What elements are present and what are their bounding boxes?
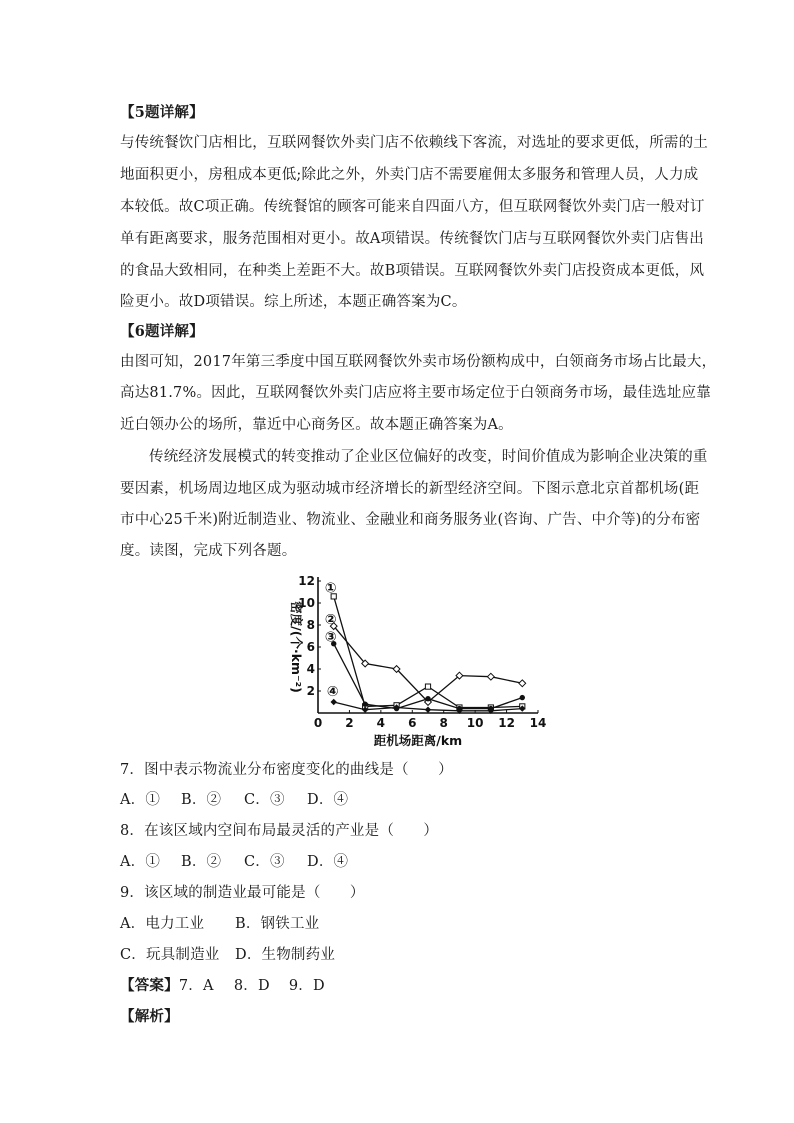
intro-line: 度。读图，完成下列各题。 <box>120 543 297 559</box>
y-tick-label: 6 <box>306 640 315 654</box>
x-tick-label: 2 <box>345 716 354 730</box>
density-line-chart <box>278 573 548 753</box>
q5-line: 与传统餐饮门店相比，互联网餐饮外卖门店不依赖线下客流，对选址的要求更低，所需的土 <box>120 135 708 151</box>
series-label: ① <box>324 580 337 597</box>
q5-line: 单有距离要求，服务范围相对更小。故A项错误。传统餐饮门店与互联网餐饮外卖门店售出 <box>120 231 704 247</box>
data-point <box>520 695 525 700</box>
q5-line: 本较低。故C项正确。传统餐馆的顾客可能来自四面八方，但互联网餐饮外卖门店一般对订 <box>120 199 705 215</box>
intro-line: 要因素，机场周边地区成为驱动城市经济增长的新型经济空间。下图示意北京首都机场(距 <box>120 481 700 497</box>
question-7-stem: 7．图中表示物流业分布密度变化的曲线是（ ） <box>120 762 453 778</box>
x-tick-label: 10 <box>466 716 484 730</box>
answer-value: 8．D <box>233 978 270 994</box>
q5-line: 地面积更小，房租成本更低;除此之外，外卖门店不需要雇佣太多服务和管理人员，人力成 <box>120 167 699 183</box>
question-7-options <box>120 789 680 811</box>
data-point <box>487 673 494 680</box>
analysis-heading: 【解析】 <box>120 1008 179 1025</box>
data-point <box>519 680 526 687</box>
x-tick-label: 0 <box>313 716 323 730</box>
option-b[interactable]: B．② <box>181 792 222 808</box>
q6-heading: 【6题详解】 <box>120 323 204 340</box>
q6-line: 近白领办公的场所，靠近中心商务区。故本题正确答案为A。 <box>120 417 513 433</box>
option-b[interactable]: B．钢铁工业 <box>235 916 320 932</box>
data-point <box>425 707 431 713</box>
option-a[interactable]: A．电力工业 <box>120 916 205 932</box>
x-tick-label: 14 <box>529 716 547 730</box>
question-8-stem: 8．在该区域内空间布局最灵活的产业是（ ） <box>120 823 439 839</box>
option-d[interactable]: D．④ <box>307 792 349 808</box>
data-point <box>425 684 430 689</box>
q5-heading: 【5题详解】 <box>120 104 204 121</box>
question-9-options-row2 <box>120 944 680 966</box>
x-tick-label: 8 <box>439 716 448 730</box>
answer-value: 9．D <box>288 978 325 994</box>
y-tick-label: 8 <box>306 618 315 632</box>
series-line <box>334 596 523 707</box>
y-tick-label: 2 <box>306 684 315 698</box>
option-c[interactable]: C．③ <box>244 854 285 870</box>
option-d[interactable]: D．生物制药业 <box>235 947 336 963</box>
answer-label: 【答案】 <box>120 977 179 994</box>
series-label: ② <box>324 612 337 629</box>
answer-value: 7．A <box>178 978 214 994</box>
x-tick-label: 12 <box>498 716 515 730</box>
series-label: ③ <box>324 629 337 646</box>
x-tick-label: 6 <box>408 716 417 730</box>
intro-line: 传统经济发展模式的转变推动了企业区位偏好的改变，时间价值成为影响企业决策的重 <box>149 449 708 465</box>
y-axis-title: 密度/(个·km⁻²) <box>289 601 304 693</box>
answer-line <box>120 975 680 997</box>
x-tick-label: 4 <box>376 716 386 730</box>
q6-line: 高达81.7%。因此，互联网餐饮外卖门店应将主要市场定位于白领商务市场，最佳选址应靠 <box>120 385 711 401</box>
option-a[interactable]: A．① <box>120 854 161 870</box>
y-tick-label: 4 <box>306 662 315 676</box>
intro-line: 市中心25千米)附近制造业、物流业、金融业和商务服务业(咨询、广告、中介等)的分布密 <box>120 512 701 528</box>
y-tick-label: 12 <box>298 574 315 588</box>
question-8-options <box>120 851 680 873</box>
q5-line: 险更小。故D项错误。综上所述，本题正确答案为C。 <box>120 294 467 310</box>
option-a[interactable]: A．① <box>120 792 161 808</box>
option-c[interactable]: C．③ <box>244 792 285 808</box>
q6-line: 由图可知，2017年第三季度中国互联网餐饮外卖市场份额构成中，白领商务市场占比最大， <box>120 354 717 370</box>
q5-line: 的食品大致相同，在种类上差距不大。故B项错误。互联网餐饮外卖门店投资成本更低，风 <box>120 263 705 279</box>
data-point <box>425 696 430 701</box>
y-tick-label: 10 <box>298 596 315 610</box>
question-9-options-row1 <box>120 913 680 935</box>
series-label: ④ <box>326 684 339 700</box>
question-9-stem: 9．该区域的制造业最可能是（ ） <box>120 885 365 901</box>
option-d[interactable]: D．④ <box>307 854 349 870</box>
option-c[interactable]: C．玩具制造业 <box>120 947 220 963</box>
x-axis-title: 距机场距离/km <box>373 733 463 748</box>
option-b[interactable]: B．② <box>181 854 222 870</box>
data-point <box>362 702 367 707</box>
